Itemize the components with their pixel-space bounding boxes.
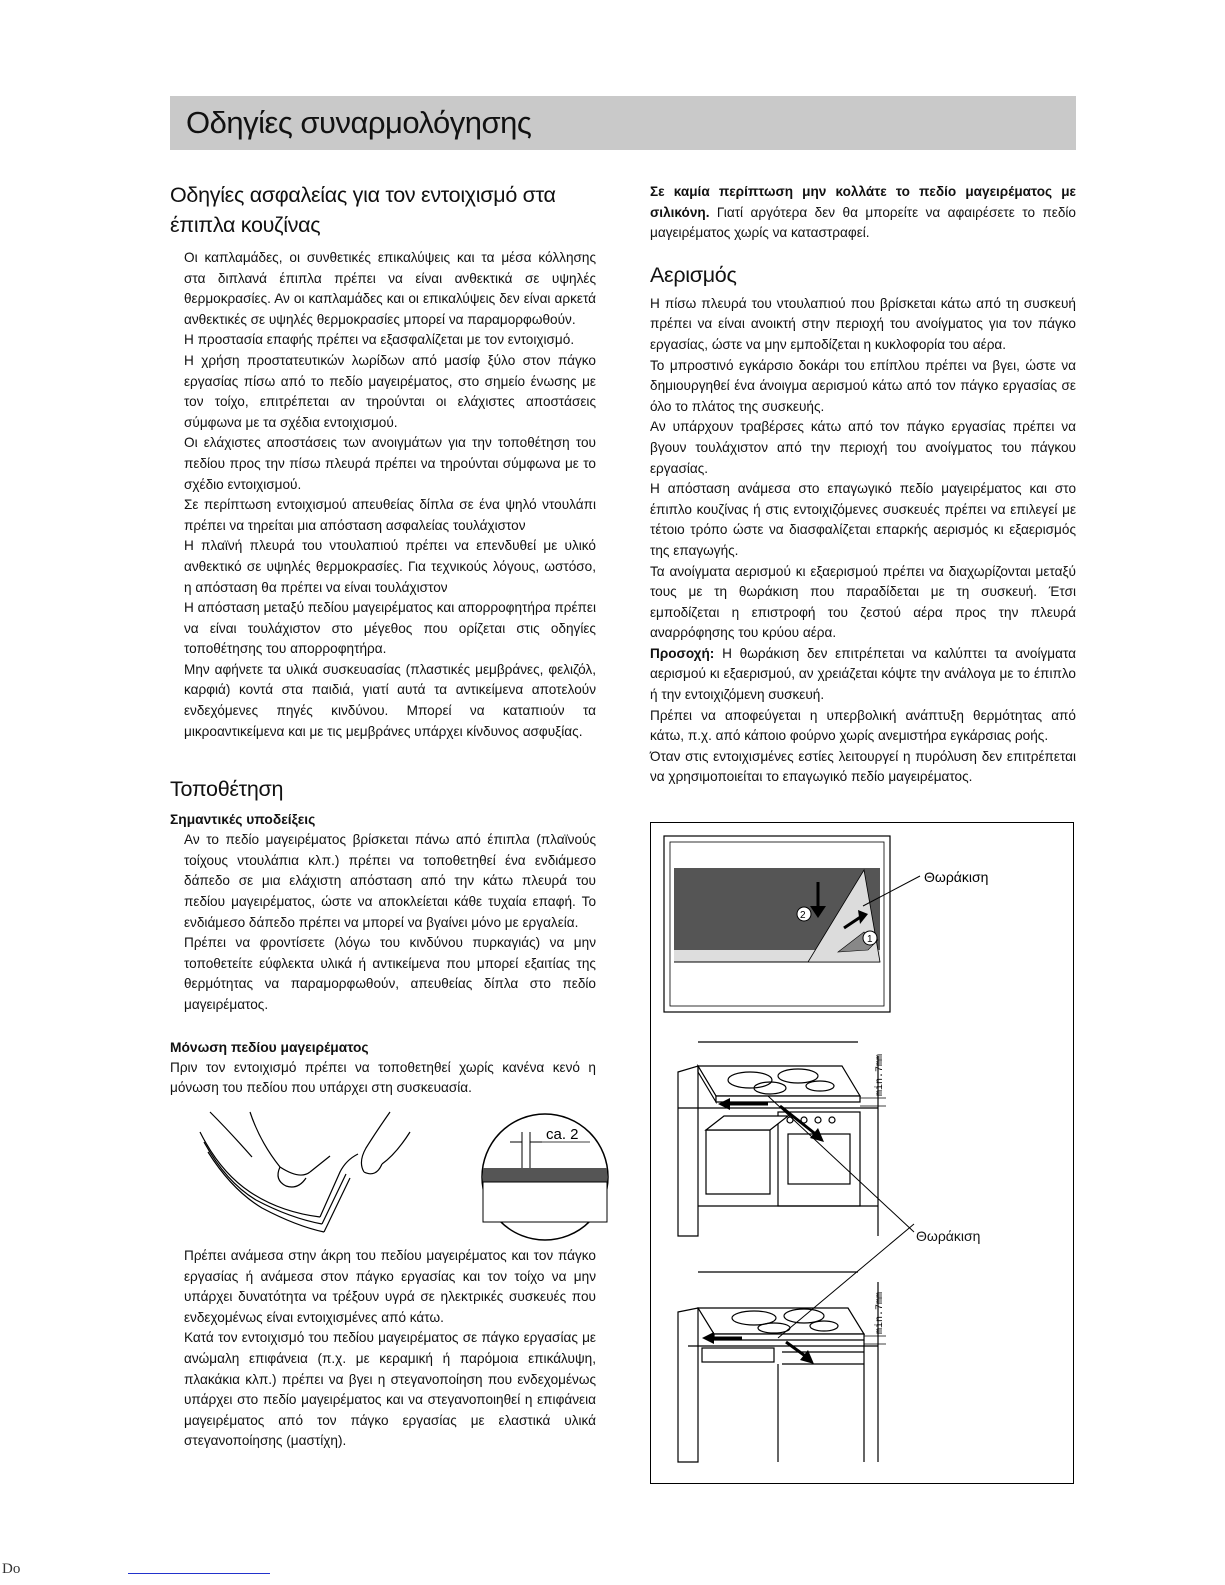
- cabinet-oven-figure: [658, 1036, 1068, 1246]
- insulation-dimension-label: ca. 2: [546, 1126, 579, 1143]
- page-header: [170, 96, 1076, 150]
- important-paragraph: Αν το πεδίο μαγειρέματος βρίσκεται πάνω από έπιπλα (πλαϊνούς τοίχους ντουλάπια κλπ.) πρέπει να τοποθετηθεί ένα ενδιάμεσο δάπεδο σε μια ελάχιστη απόσταση από την κάτω πλευρά του πεδίου μαγειρέματος, ώστε να αποκλείεται κάθε τυχαία επαφή. Το ενδιάμεσο δάπεδο πρέπει να μπορεί να βγαίνει μόνο με εργαλεία.: [184, 832, 596, 930]
- insulation-figure: [190, 1112, 610, 1242]
- seal-paragraph: Πρέπει ανάμεσα στην άκρη του πεδίου μαγειρέματος και τον πάγκο εργασίας ή ανάμεσα στον πάγκο εργασίας και τον τοίχο να μην υπάρχει δυνατότητα να τρέξουν υγρά σε ηλεκτρικές συσκευές που ενδεχομένως είναι εντοιχισμένες από κάτω.: [184, 1248, 596, 1325]
- ventilation-paragraph: Η απόσταση ανάμεσα στο επαγωγικό πεδίο μαγειρέματος και στο έπιπλο κουζίνας ή στις εντοιχιζόμενες συσκευές πρέπει να επιλεγεί με τέτοιο τρόπο ώστε να διασφαλίζεται επαρκής αερισμός κι εξαερισμός της επαγωγής.: [650, 481, 1076, 558]
- insulation-heading: Μόνωση πεδίου μαγειρέματος: [170, 1039, 369, 1055]
- safety-paragraph: Οι καπλαμάδες, οι συνθετικές επικαλύψεις και τα μέσα κόλλησης στα διπλανά έπιπλα πρέπει να είναι ανθεκτικά σε υψηλές θερμοκρασίες. Αν οι καπλαμάδες και οι επικαλύψεις δεν είναι αρκετά ανθεκτικές σε υψηλές θερμοκρασίες μπορεί να παραμορφωθούν.: [184, 250, 596, 327]
- caution-text: Η θωράκιση δεν επιτρέπεται να καλύπτει τα ανοίγματα αερισμού κι εξαερισμού, αν χρειάζεται κόψτε την ανάλογα με το έπιπλο ή την εντοιχιζόμενη συσκευή.: [650, 645, 1076, 703]
- important-heading: Σημαντικές υποδείξεις: [170, 812, 316, 828]
- ventilation-paragraph: Όταν στις εντοιχισμένες εστίες λειτουργεί η πυρόλυση δεν επιτρέπεται να χρησιμοποιείται το επαγωγικό πεδίο μαγειρέματος.: [650, 748, 1076, 785]
- caution-label: Προσοχή:: [650, 645, 715, 661]
- min-gap-label-top: min.7mm: [875, 1053, 886, 1096]
- ventilation-paragraph: Η πίσω πλευρά του ντουλαπιού που βρίσκεται κάτω από τη συσκευή πρέπει να είναι ανοικτή στην περιοχή του ανοίγματος για τον πάγκο εργασίας, ώστε να μην εμποδίζεται η κυκλοφορία του αέρα.: [650, 295, 1076, 352]
- ventilation-paragraph: Το μπροστινό εγκάρσιο δοκάρι του επίπλου πρέπει να βγει, ώστε να δημιουργηθεί ένα άνοιγμα αερισμού κάτω από τον πάγκο εργασίας σε όλο το πλάτος της συσκευής.: [650, 357, 1076, 414]
- safety-paragraph: Μην αφήνετε τα υλικά συσκευασίας (πλαστικές μεμβράνες, φελιζόλ, καρφιά) κοντά στα παιδιά, γιατί αυτά τα αντικείμενα αποτελούν ενδεχόμενες πηγές κινδύνου. Μπορεί να καταπιούν τα μικροαντικείμενα και με τις μεμβράνες υπάρχει κίνδυνος ασφυξίας.: [184, 661, 596, 739]
- footer-link-underline[interactable]: [128, 1573, 270, 1574]
- silicone-warning-bold: Σε καμία περίπτωση μην κολλάτε το πεδίο μαγειρέματος με σιλικόνη.: [650, 184, 1076, 220]
- step-2-marker: 2: [800, 910, 806, 921]
- insulation-paragraph: Πριν τον εντοιχισμό πρέπει να τοποθετηθεί χωρίς κανένα κενό η μόνωση του πεδίου που υπάρχει στη συσκευασία.: [170, 1059, 596, 1096]
- caution-paragraph: [650, 644, 1076, 706]
- left-column-bottom: [170, 1246, 596, 1452]
- left-column: [170, 180, 596, 1099]
- safety-paragraph: Η πλαϊνή πλευρά του ντουλαπιού πρέπει να επενδυθεί με υλικό ανθεκτικό σε υψηλές θερμοκρασίες. Για τεχνικούς λόγους, ωστόσο, η απόσταση θα πρέπει να είναι τουλάχιστον: [184, 538, 596, 595]
- right-column: [650, 182, 1076, 788]
- min-gap-label-bottom: min.7mm: [875, 1291, 886, 1334]
- safety-paragraph: Η χρήση προστατευτικών λωρίδων από μασίφ ξύλο στον πάγκο εργασίας πίσω από το πεδίο μαγειρέματος, στο σημείο ένωσης με τον τοίχο, επιτρέπεται αν τηρούνται οι ελάχιστες αποστάσεις σύμφωνα με τα σχέδια εντοιχισμού.: [184, 352, 596, 430]
- ventilation-heading: Αερισμός: [650, 262, 737, 287]
- shield-label-bottom: Θωράκιση: [916, 1228, 981, 1244]
- safety-paragraph: Σε περίπτωση εντοιχισμού απευθείας δίπλα σε ένα ψηλό ντουλάπι πρέπει να τηρείται μια απόσταση ασφαλείας τουλάχιστον: [184, 497, 596, 533]
- step-1-marker: 1: [867, 934, 873, 945]
- page-title: Οδηγίες συναρμολόγησης: [186, 105, 532, 140]
- shield-label-top: Θωράκιση: [924, 869, 989, 885]
- silicone-warning-text: Γιατί αργότερα δεν θα μπορείτε να αφαιρέσετε το πεδίο μαγειρέματος χωρίς να καταστραφεί.: [650, 204, 1076, 241]
- safety-paragraph: Η απόσταση μεταξύ πεδίου μαγειρέματος και απορροφητήρα πρέπει να είναι τουλάχιστον στο μέγεθος που ορίζεται στις οδηγίες τοποθέτησης του απορροφητήρα.: [184, 600, 596, 657]
- placement-heading: Τοποθέτηση: [170, 777, 284, 802]
- silicone-warning: [650, 182, 1076, 244]
- ventilation-paragraph: Αν υπάρχουν τραβέρσες κάτω από τον πάγκο εργασίας πρέπει να βγουν τουλάχιστον από την περιοχή του ανοίγματος του πάγκου εργασίας.: [650, 419, 1076, 476]
- safety-paragraph: Η προστασία επαφής πρέπει να εξασφαλίζεται με τον εντοιχισμό.: [184, 332, 575, 348]
- safety-heading: Οδηγίες ασφαλείας για τον εντοιχισμό στα έπιπλα κουζίνας: [170, 183, 556, 237]
- important-paragraph: Πρέπει να φροντίσετε (λόγω του κινδύνου πυρκαγιάς) να μην τοποθετείτε εύφλεκτα υλικά ή αντικείμενα που μπορεί εξαιτίας της θερμότητας να παραμορφωθούν, απευθείας δίπλα στο πεδίο μαγειρέματος.: [184, 935, 596, 1012]
- cabinet-drawer-figure: [658, 1252, 1068, 1472]
- footer-prefix: Do: [2, 1561, 21, 1577]
- ventilation-paragraph: Τα ανοίγματα αερισμού κι εξαερισμού πρέπει να διαχωρίζονται μεταξύ τους με τη θωράκιση που παραδίδεται με τη συσκευή. Έτσι εμποδίζεται η επιστροφή του ζεστού αέρα προς την πλευρά αναρρόφησης του κρύου αέρα.: [650, 563, 1076, 641]
- seal-paragraph: Κατά τον εντοιχισμό του πεδίου μαγειρέματος σε πάγκο εργασίας με ανώμαλη επιφάνεια (π.χ. με κεραμική ή παρόμοια επικάλυψη, πλακάκια κλπ.) πρέπει να βγει η στεγανοποίηση που ενδεχομένως υπάρχει στο πεδίο μαγειρέματος και να στεγανοποιηθεί η επιφάνεια μαγειρέματος από τον πάγκο εργασίας με ελαστικά υλικά στεγανοποίησης (μαστίχη).: [184, 1330, 596, 1449]
- shield-insertion-figure: [658, 832, 1068, 1032]
- safety-paragraph: Οι ελάχιστες αποστάσεις των ανοιγμάτων για την τοποθέτηση του πεδίου προς την πίσω πλευρά πρέπει να τηρούνται σύμφωνα με το σχέδιο εντοιχισμού.: [184, 435, 596, 492]
- ventilation-paragraph: Πρέπει να αποφεύγεται η υπερβολική ανάπτυξη θερμότητας από κάτω, π.χ. από κάποιο φούρνο χωρίς ανεμιστήρα εγκάρσιας ροής.: [650, 707, 1076, 744]
